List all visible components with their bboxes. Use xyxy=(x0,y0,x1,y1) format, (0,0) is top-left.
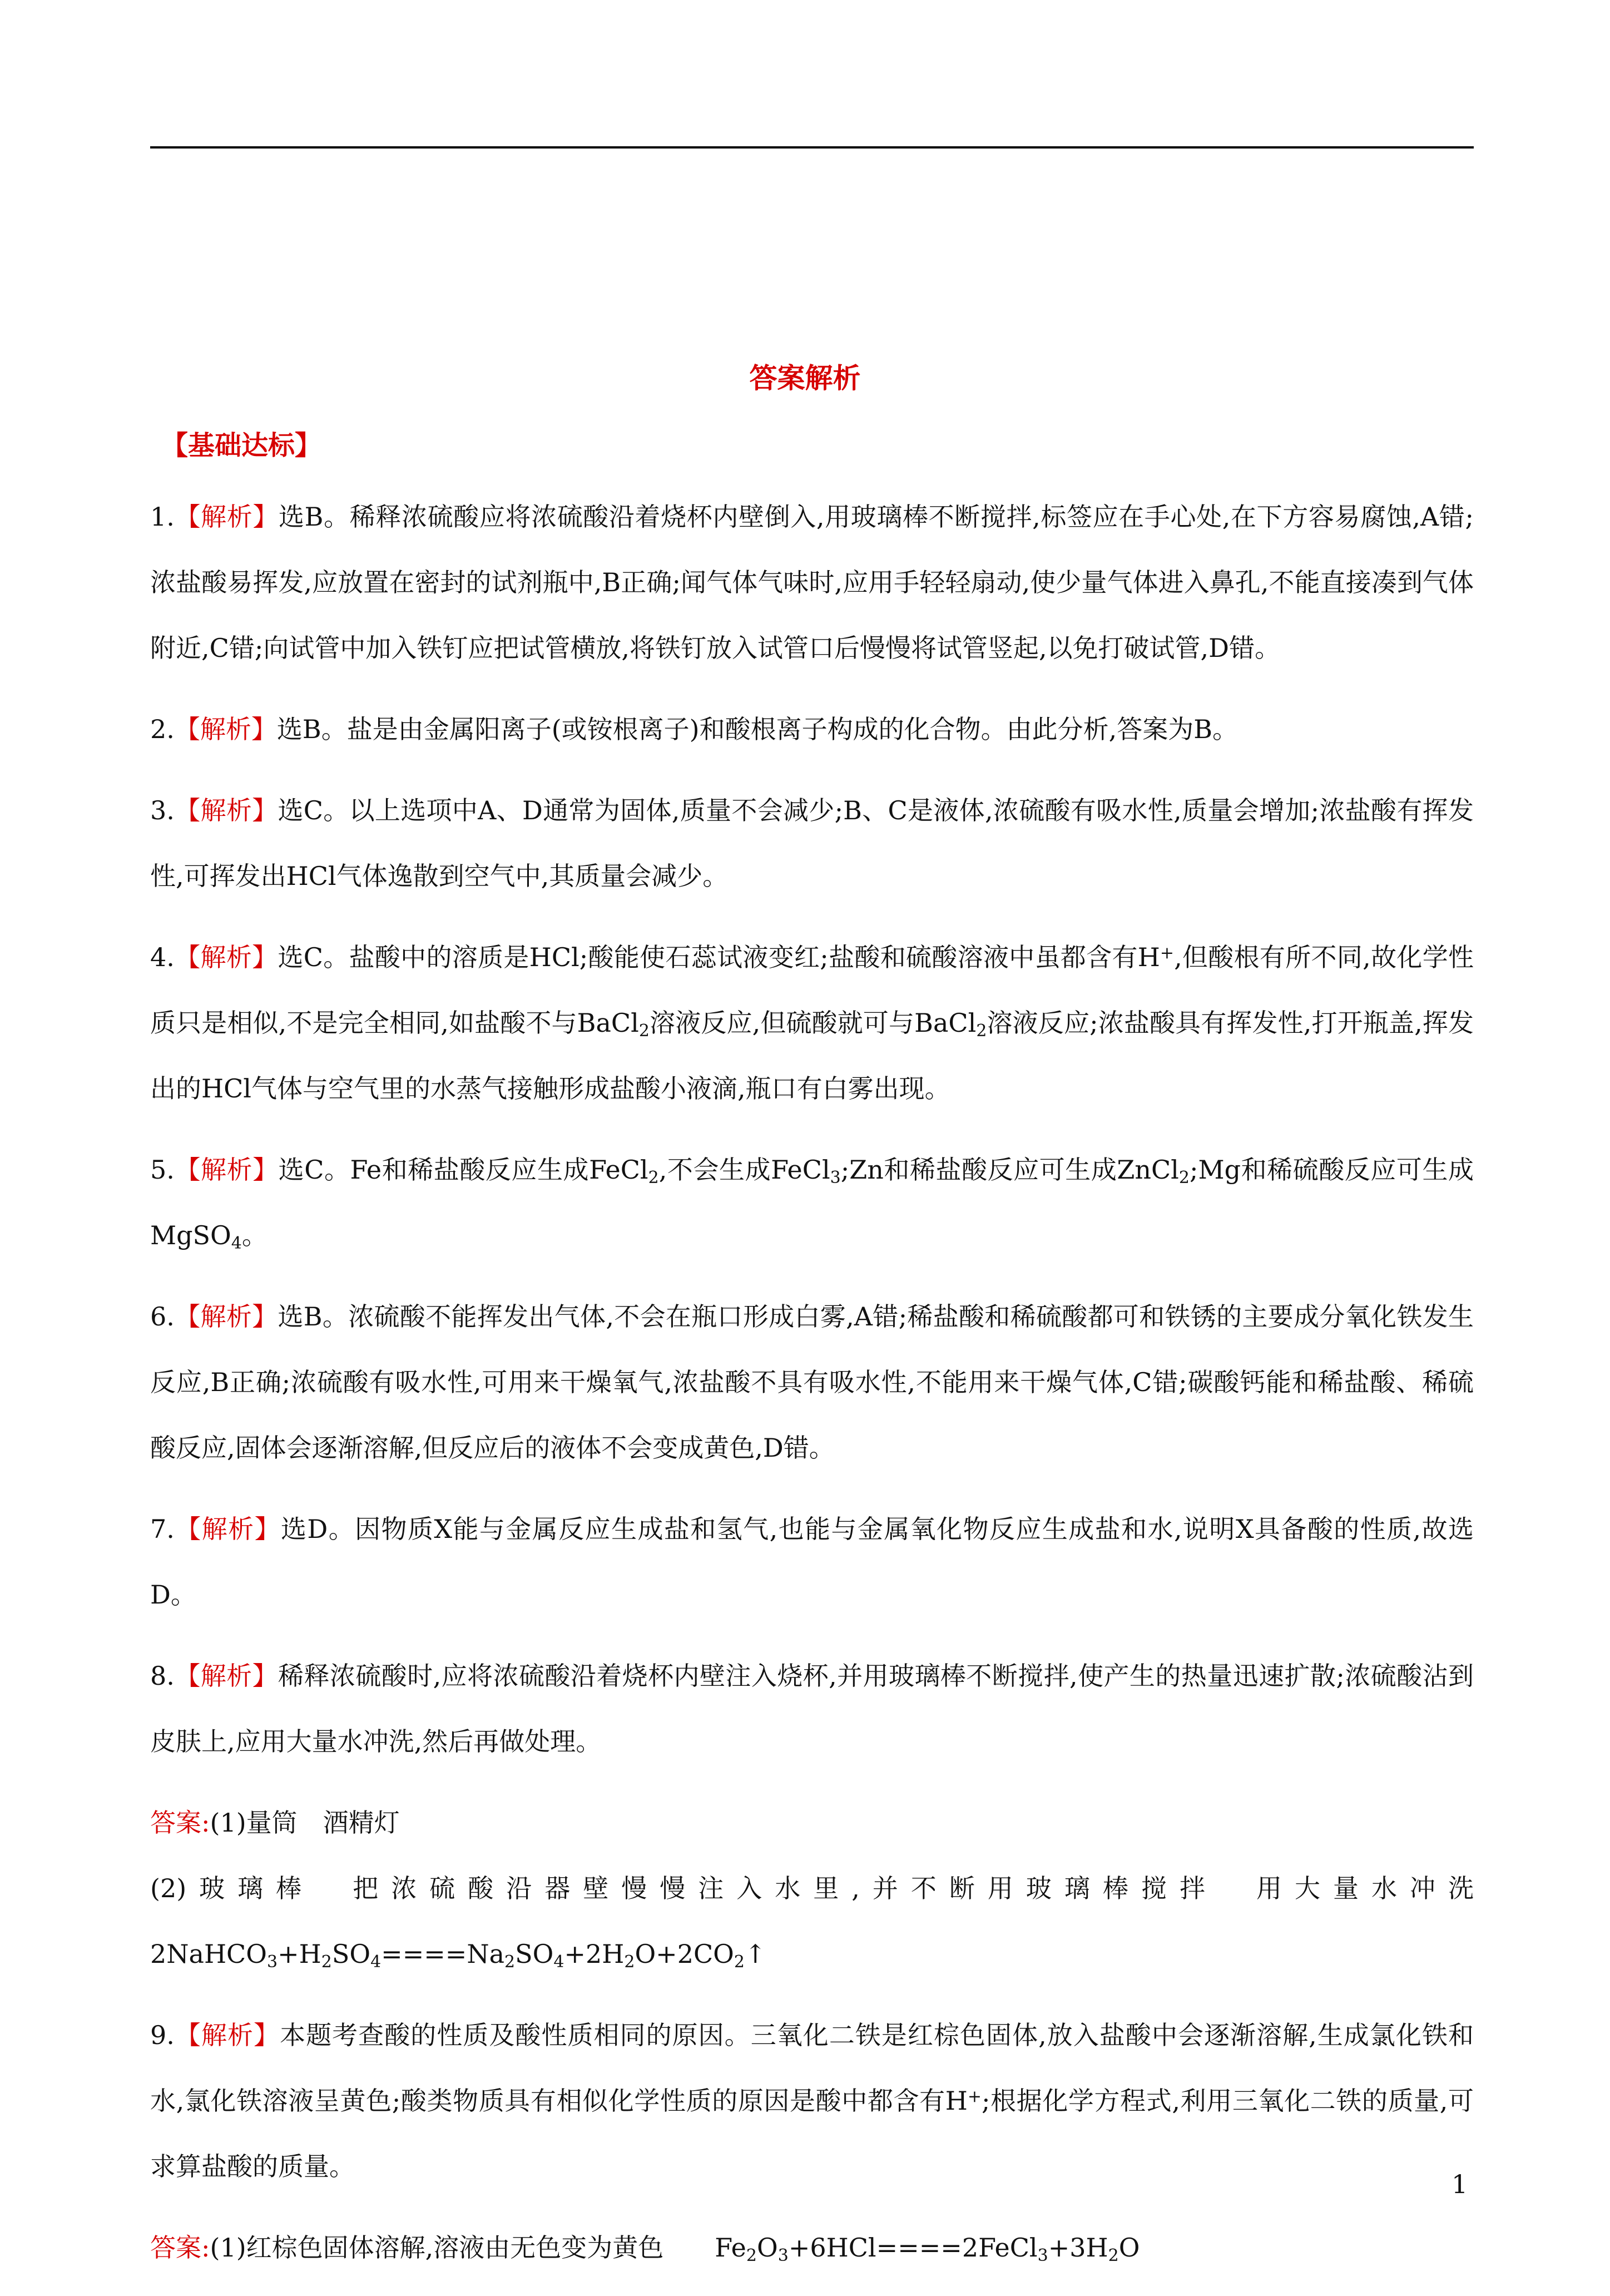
page-title: 答案解析 xyxy=(749,362,861,394)
header-rule xyxy=(150,146,1474,149)
answer-8-part-2: (2)玻璃棒 把浓硫酸沿器壁慢慢注入水里,并不断用玻璃棒搅拌 用大量水冲洗 xyxy=(150,1873,1474,1903)
item-9: 9.【解析】本题考查酸的性质及酸性质相同的原因。三氧化二铁是红棕色固体,放入盐酸中会逐渐溶解,生成氯化铁和水,氯化铁溶液呈黄色;酸类物质具有相似化学性质的原因是酸中都含有H+;根据化学方程式,利用三氧化二铁的质量,可求算盐酸的质量。 xyxy=(150,2020,1474,2181)
item-3: 3.【解析】选C。以上选项中A、D通常为固体,质量不会减少;B、C是液体,浓硫酸有吸水性,质量会增加;浓盐酸有挥发性,可挥发出HCl气体逸散到空气中,其质量会减少。 xyxy=(150,795,1474,891)
answer-body xyxy=(150,484,1474,2296)
analysis-tag: 【解析】 xyxy=(174,502,279,532)
analysis-tag: 【解析】 xyxy=(174,795,278,825)
answer-9: 答案:(1)红棕色固体溶解,溶液由无色变为黄色 $Fe_2O_3+6HCl====2FeCl_3+3H_2O$ xyxy=(150,2233,1140,2265)
answer-8-equation: $2NaHCO_3+H_2SO_4====Na_2SO_4+2H_2O+2CO_2↑$ xyxy=(150,1939,766,1972)
analysis-tag: 【解析】 xyxy=(174,1514,281,1544)
answer-label: 答案: xyxy=(150,2233,210,2263)
analysis-tag: 【解析】 xyxy=(174,1155,279,1185)
item-4: 4.【解析】选C。盐酸中的溶质是HCl;酸能使石蕊试液变红;盐酸和硫酸溶液中虽都含有H+,但酸根有所不同,故化学性质只是相似,不是完全相同,如盐酸不与BaCl$_2$溶液反应,但硫酸就可与BaCl$_2$溶液反应;浓盐酸具有挥发性,打开瓶盖,挥发出的HCl气体与空气里的水蒸气接触形成盐酸小液滴,瓶口有白雾出现。 xyxy=(150,942,1474,1104)
answer-8-part-1: 答案:(1)量筒 酒精灯 xyxy=(150,1808,400,1838)
item-7: 7.【解析】选D。因物质X能与金属反应生成盐和氢气,也能与金属氧化物反应生成盐和水,说明X具备酸的性质,故选D。 xyxy=(150,1514,1474,1610)
analysis-tag: 【解析】 xyxy=(174,1661,279,1691)
analysis-tag: 【解析】 xyxy=(174,714,277,744)
answer-label: 答案: xyxy=(150,1808,210,1838)
item-1: 1.【解析】选B。稀释浓硫酸应将浓硫酸沿着烧杯内壁倒入,用玻璃棒不断搅拌,标签应在手心处,在下方容易腐蚀,A错;浓盐酸易挥发,应放置在密封的试剂瓶中,B正确;闻气体气味时,应用手轻轻扇动,使少量气体进入鼻孔,不能直接凑到气体附近,C错;向试管中加入铁钉应把试管横放,将铁钉放入试管口后慢慢将试管竖起,以免打破试管,D错。 xyxy=(150,502,1474,663)
page-number: 1 xyxy=(1452,2169,1468,2199)
analysis-tag: 【解析】 xyxy=(174,1302,278,1332)
item-5: 5.【解析】选C。Fe和稀盐酸反应生成FeCl$_2$,不会生成FeCl$_3$;Zn和稀盐酸反应可生成ZnCl$_2$;Mg和稀硫酸反应可生成MgSO$_4$。 xyxy=(150,1155,1474,1253)
analysis-tag: 【解析】 xyxy=(174,2020,280,2050)
item-2: 2.【解析】选B。盐是由金属阳离子(或铵根离子)和酸根离子构成的化合物。由此分析,答案为B。 xyxy=(150,714,1239,744)
item-6: 6.【解析】选B。浓硫酸不能挥发出气体,不会在瓶口形成白雾,A错;稀盐酸和稀硫酸都可和铁锈的主要成分氧化铁发生反应,B正确;浓硫酸有吸水性,可用来干燥氧气,浓盐酸不具有吸水性,不能用来干燥气体,C错;碳酸钙能和稀盐酸、稀硫酸反应,固体会逐渐溶解,但反应后的液体不会变成黄色,D错。 xyxy=(150,1302,1474,1463)
section-heading: 【基础达标】 xyxy=(161,430,322,461)
analysis-tag: 【解析】 xyxy=(174,942,278,972)
item-8: 8.【解析】稀释浓硫酸时,应将浓硫酸沿着烧杯内壁注入烧杯,并用玻璃棒不断搅拌,使产生的热量迅速扩散;浓硫酸沾到皮肤上,应用大量水冲洗,然后再做处理。 xyxy=(150,1661,1474,1756)
